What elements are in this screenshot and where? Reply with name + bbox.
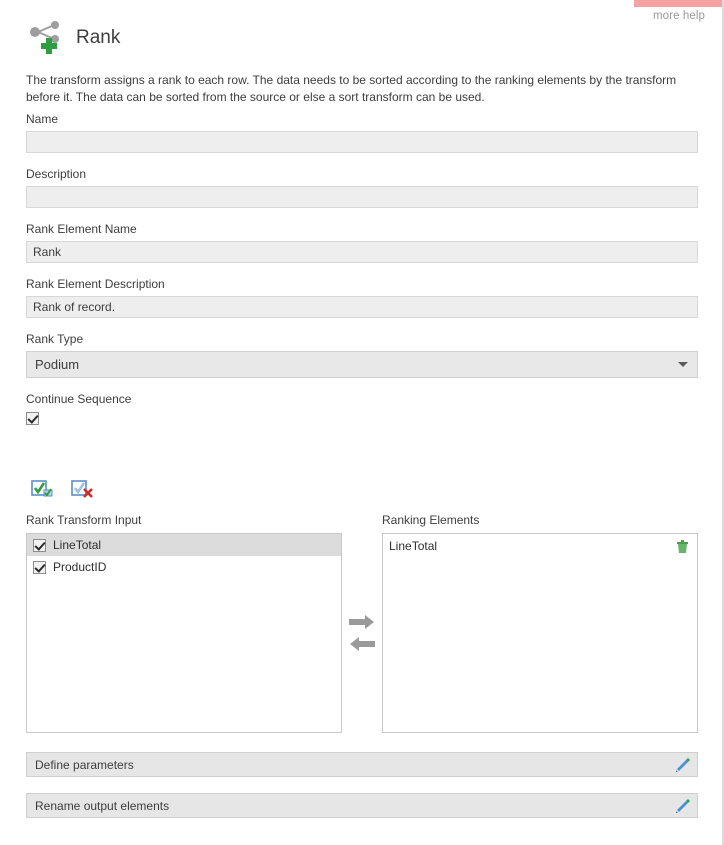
select-all-icon[interactable] (30, 478, 56, 500)
list-item-label: LineTotal (389, 539, 438, 553)
transform-form (26, 112, 698, 439)
rank-type-select[interactable] (26, 351, 698, 378)
name-label: Name (26, 112, 59, 126)
ranking-elements-list[interactable] (382, 533, 698, 733)
description-label: Description (26, 167, 87, 181)
rank-type-selected-value: Podium (26, 351, 698, 378)
help-accent-bar (634, 0, 724, 7)
rank-element-description-label: Rank Element Description (26, 277, 165, 291)
field-name (26, 112, 698, 153)
list-item-checkbox[interactable] (33, 539, 46, 552)
more-help-link[interactable]: more help (652, 10, 706, 22)
field-rank-element-description (26, 277, 698, 318)
description-input[interactable] (26, 186, 698, 208)
transfer-buttons (349, 615, 375, 659)
edit-pencil-icon[interactable] (675, 757, 691, 773)
arrow-left-icon[interactable] (349, 637, 375, 654)
field-rank-element-name (26, 222, 698, 263)
edit-pencil-icon[interactable] (675, 798, 691, 814)
define-parameters-bar[interactable] (26, 752, 698, 777)
list-item[interactable] (383, 534, 697, 558)
trash-icon[interactable] (676, 539, 689, 554)
field-description (26, 167, 698, 208)
define-parameters-label: Define parameters (35, 757, 134, 772)
continue-sequence-label: Continue Sequence (26, 392, 132, 406)
rank-type-label: Rank Type (26, 332, 84, 346)
list-item-label: ProductID (53, 560, 107, 574)
rank-element-name-label: Rank Element Name (26, 222, 137, 236)
ranking-elements-label: Ranking Elements (382, 513, 480, 527)
field-continue-sequence (26, 392, 698, 425)
list-item[interactable] (27, 556, 341, 578)
rank-transform-input-list[interactable] (26, 533, 342, 733)
list-toolbar (30, 478, 96, 500)
help-strip (634, 0, 724, 22)
rank-transform-input-label: Rank Transform Input (26, 513, 142, 527)
field-rank-type (26, 332, 698, 378)
rank-transform-icon (26, 18, 70, 58)
list-item-checkbox[interactable] (33, 561, 46, 574)
list-item[interactable] (27, 534, 341, 556)
rank-element-name-input[interactable] (26, 241, 698, 263)
transform-description: The transform assigns a rank to each row. The data needs to be sorted according to the ranking elements by the transform before it. The data can be sorted from the source or else a sort transform can be used. (26, 73, 677, 104)
continue-sequence-checkbox[interactable] (26, 412, 39, 425)
page-title: Rank (76, 27, 121, 48)
chevron-down-icon (678, 362, 688, 367)
rename-output-elements-bar[interactable] (26, 793, 698, 818)
deselect-all-icon[interactable] (70, 478, 96, 500)
list-item-label: LineTotal (53, 538, 102, 552)
rename-output-elements-label: Rename output elements (35, 798, 170, 813)
rank-element-description-input[interactable] (26, 296, 698, 318)
page-header (26, 18, 120, 58)
arrow-right-icon[interactable] (349, 615, 375, 632)
name-input[interactable] (26, 131, 698, 153)
